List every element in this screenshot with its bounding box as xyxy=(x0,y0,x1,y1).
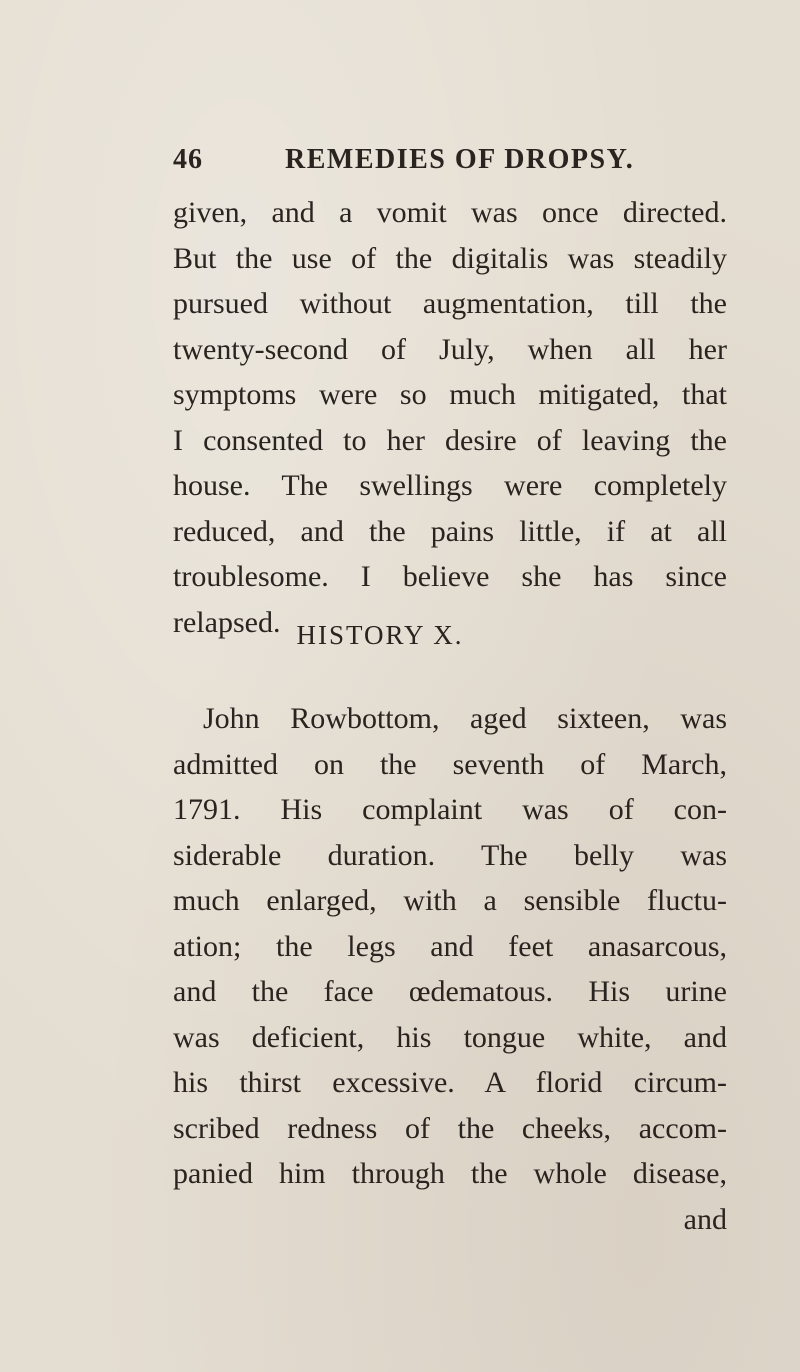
text-line: reduced, and the pains little, if at all xyxy=(173,514,727,548)
text-line: twenty-second of July, when all her xyxy=(173,332,727,366)
running-head xyxy=(173,144,733,184)
text-line: house. The swellings were completely xyxy=(173,469,727,502)
text-line: ation; the legs and feet anasarcous, xyxy=(173,929,727,963)
text-line: and the face œdematous. His urine xyxy=(173,975,727,1008)
text-line: his thirst excessive. A florid circum- xyxy=(173,1066,727,1099)
section-heading-text: HISTORY X. xyxy=(296,620,464,650)
text-line: troublesome. I believe she has since xyxy=(173,560,727,593)
paragraph-continuation xyxy=(173,190,727,645)
text-line: admitted on the seventh of March, xyxy=(173,747,727,781)
section-heading xyxy=(0,620,800,651)
case-history-paragraph xyxy=(173,696,727,1242)
text-line: panied him through the whole disease, xyxy=(173,1157,727,1190)
text-line: given, and a vomit was once directed. xyxy=(173,196,727,229)
text-line: relapsed. xyxy=(173,605,281,639)
text-line: symptoms were so much mitigated, that xyxy=(173,378,727,411)
text-line: John Rowbottom, aged sixteen, was xyxy=(203,702,727,735)
text-line: I consented to her desire of leaving the xyxy=(173,423,727,457)
page-number: 46 xyxy=(173,144,203,175)
catchword: and xyxy=(683,1202,727,1236)
text-line: pursued without augmentation, till the xyxy=(173,287,727,320)
text-line: scribed redness of the cheeks, accom- xyxy=(173,1111,727,1145)
text-line: 1791. His complaint was of con- xyxy=(173,793,727,826)
text-line: much enlarged, with a sensible fluctu- xyxy=(173,884,727,917)
running-title: REMEDIES OF DROPSY. xyxy=(285,144,635,175)
text-line: siderable duration. The belly was xyxy=(173,838,727,872)
text-line: But the use of the digitalis was steadily xyxy=(173,241,727,275)
text-line: was deficient, his tongue white, and xyxy=(173,1020,727,1054)
